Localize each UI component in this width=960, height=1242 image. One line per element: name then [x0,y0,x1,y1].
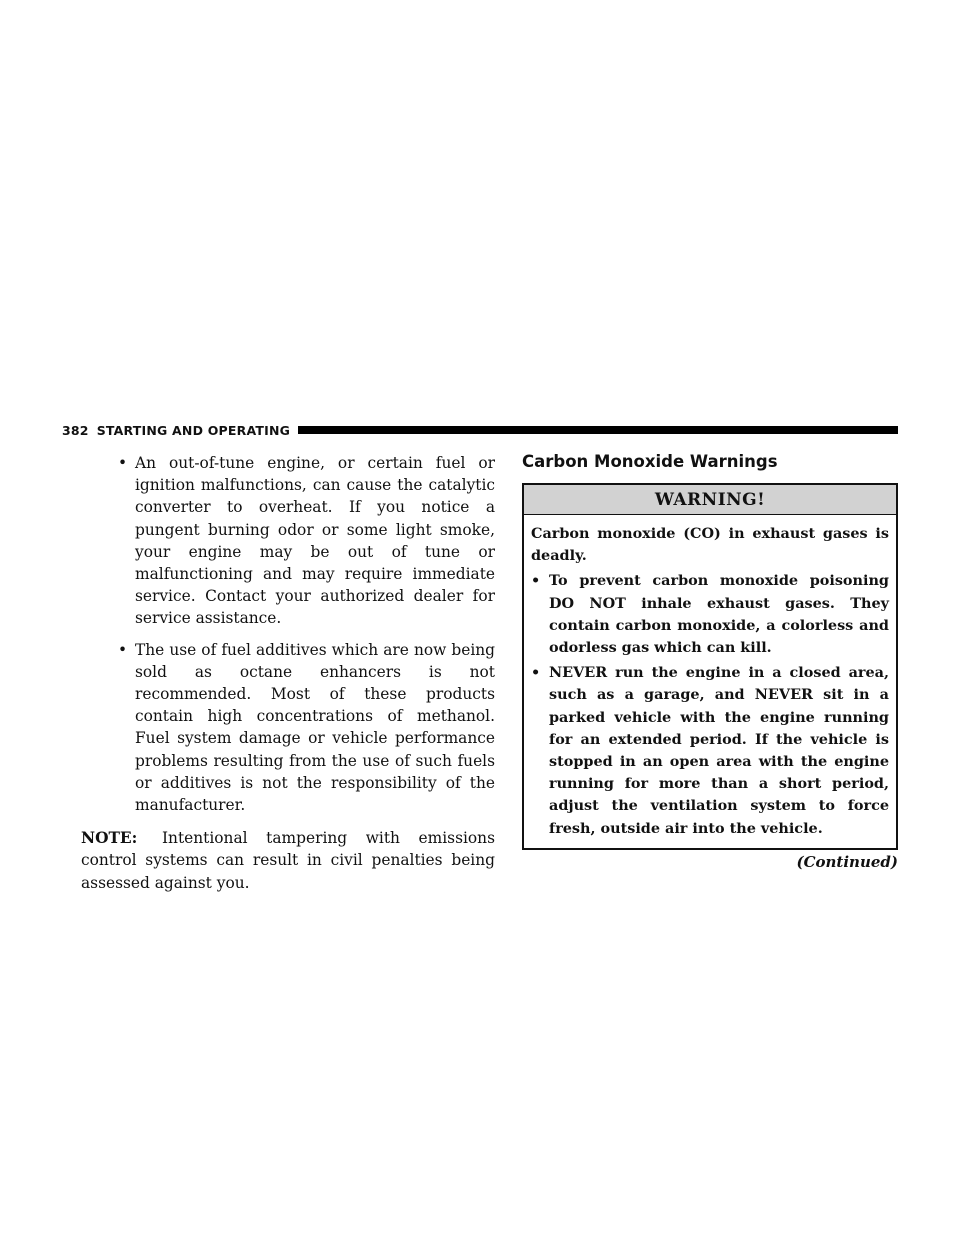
bullet-icon: • [531,572,541,590]
warning-box [522,483,898,850]
bullet-icon: • [118,640,128,659]
header-rule [298,426,898,434]
list-item [118,452,495,630]
page-header [62,423,898,437]
note-paragraph [81,827,495,894]
warning-bullet-text: To prevent carbon monoxide poisoning DO NOT inhale exhaust gases. They contain carbon monoxide, a colorless and odorless gas which can kill. [549,572,889,657]
note-label: NOTE: [81,829,138,848]
list-item [118,639,495,817]
warning-body [524,515,896,848]
continued-label: (Continued) [796,852,898,871]
bullet-text: The use of fuel additives which are now being sold as octane enhancers is not recommended. Most of these products contain high concentrations of methanol. Fuel system damage or vehicle performance problems resulting from the use of such fuels or additives is not the responsibility of the manufacturer. [135,640,495,815]
list-item [531,570,889,659]
bullet-text: An out-of-tune engine, or certain fuel or ignition malfunctions, can cause the catalytic converter to overheat. If you notice a pungent burning odor or some light smoke, your engine may be out of tune or malfunctioning and may require immediate service. Contact your authorized dealer for service assistance. [135,454,495,628]
warning-bullet-text: NEVER run the engine in a closed area, such as a garage, and NEVER sit in a parked vehicle with the engine running for an extended period. If the vehicle is stopped in an open area with the engine running for more than a short period, adjust the ventilation system to force fresh, outside air into the vehicle. [549,664,889,837]
bullet-icon: • [531,664,541,682]
note-text: Intentional tampering with emissions control systems can result in civil penalties being assessed against you. [81,829,495,892]
list-item [531,662,889,840]
right-column [522,452,898,871]
section-heading: Carbon Monoxide Warnings [522,452,778,471]
page-number: 382 [62,422,89,438]
left-column [81,452,495,894]
warning-intro: Carbon monoxide (CO) in exhaust gases is deadly. [531,525,889,565]
bullet-icon: • [118,454,128,472]
section-title: STARTING AND OPERATING [96,422,291,438]
warning-title: WARNING! [524,485,896,515]
